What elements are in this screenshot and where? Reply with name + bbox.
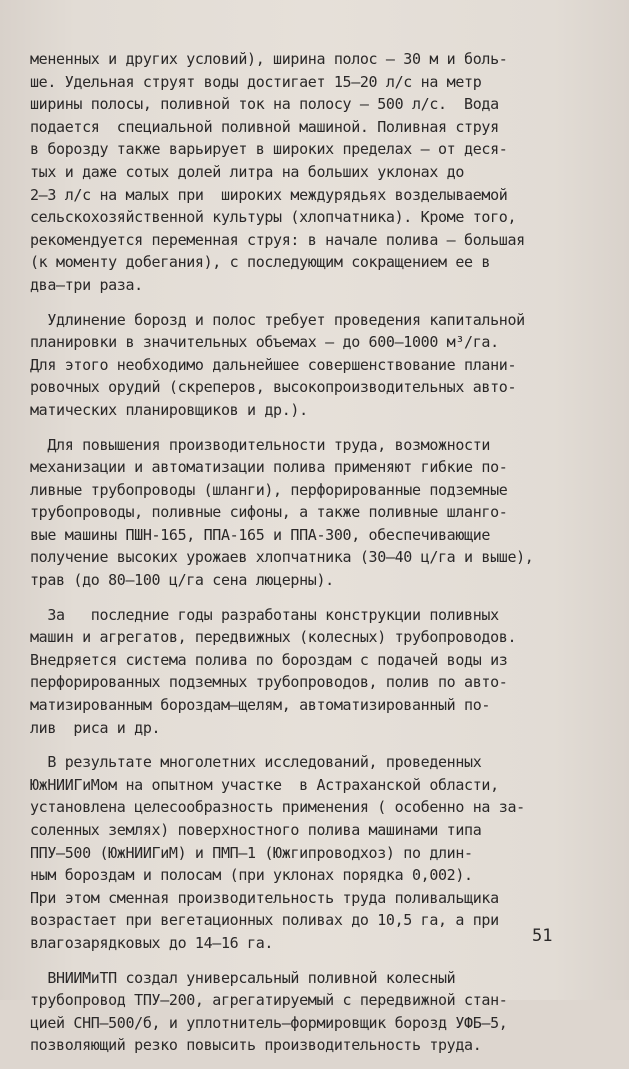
text-line: Для повышения производительности труда, возможности <box>30 435 491 454</box>
text-line: получение высоких урожаев хлопчатника (30–40 ц/га и выше), <box>30 548 534 567</box>
text-line: трубопроводы, поливные сифоны, а также поливные шланго- <box>30 503 508 522</box>
text-line: (к моменту добегания), с последующим сокращением ее в <box>30 253 491 272</box>
text-line: ППУ–500 (ЮжНИИГиМ) и ПМП–1 (Южгипроводхоз) по длин- <box>30 843 473 862</box>
text-line: рекомендуется переменная струя: в начале полива – большая <box>30 230 525 249</box>
paragraph <box>30 309 590 422</box>
text-line: лив риса и др. <box>30 718 161 737</box>
text-line: соленных землях) поверхностного полива машинами типа <box>30 821 482 839</box>
text-line: тых и даже сотых долей литра на больших уклонах до <box>30 162 465 181</box>
text-line: Внедряется система полива по бороздам с подачей воды из <box>30 650 508 669</box>
text-line: матических планировщиков и др.). <box>30 400 308 419</box>
text-line: ным бороздам и полосам (при уклонах порядка 0,002). <box>30 866 473 885</box>
paragraph <box>30 967 590 1057</box>
text-line: машин и агрегатов, передвижных (колесных) трубопроводов. <box>30 628 517 647</box>
text-line: ширины полосы, поливной ток на полосу – 500 л/с. Вода <box>30 95 499 114</box>
paragraph <box>30 604 590 740</box>
text-line: ЮжНИИГиМом на опытном участке в Астраханской области, <box>30 775 499 794</box>
paragraph <box>30 751 590 954</box>
text-line: возрастает при вегетационных поливах до 10,5 га, а при <box>30 911 499 930</box>
text-line: ВНИИМиТП создал универсальный поливной колесный <box>30 968 456 987</box>
text-line: трав (до 80–100 ц/га сена люцерны). <box>30 571 334 590</box>
text-line: подается специальной поливной машиной. Поливная струя <box>30 117 499 136</box>
text-line: 2–3 л/с на малых при широких междурядьях возделываемой <box>30 185 508 204</box>
text-line: матизированным бороздам–щелям, автоматизированный по- <box>30 696 491 715</box>
text-line: цией СНП–500/б, и уплотнитель–формировщик борозд УФБ–5, <box>30 1013 508 1032</box>
text-line: влагозарядковых до 14–16 га. <box>30 933 274 952</box>
text-line: два–три раза. <box>30 275 143 294</box>
text-line: планировки в значительных объемах – до 600–1000 м³/га. <box>30 333 499 352</box>
text-line: ливные трубопроводы (шланги), перфорированные подземные <box>30 480 508 499</box>
text-line: мененных и других условий), ширина полос – 30 м и боль- <box>30 50 508 68</box>
text-line: ше. Удельная струят воды достигает 15–20 л/с на метр <box>30 72 482 91</box>
paragraph <box>30 48 590 297</box>
text-line: трубопровод ТПУ–200, агрегатируемый с передвижной стан- <box>30 991 508 1010</box>
text-line: Для этого необходимо дальнейшее совершенствование плани- <box>30 355 517 374</box>
text-line: установлена целесообразность применения ( особенно на за- <box>30 798 525 817</box>
text-line: перфорированных подземных трубопроводов, полив по авто- <box>30 673 508 692</box>
text-line: механизации и автоматизации полива применяют гибкие по- <box>30 458 508 477</box>
text-line: При этом сменная производительность труда поливальщика <box>30 888 499 907</box>
paragraph <box>30 434 590 592</box>
text-line: ровочных орудий (скреперов, высокопроизводительных авто- <box>30 378 517 397</box>
text-line: вые машины ПШН-165, ППА-165 и ППА-300, обеспечивающие <box>30 525 491 544</box>
text-line: позволяющий резко повысить производительность труда. <box>30 1036 482 1055</box>
page-body <box>30 48 590 1069</box>
text-line: сельскохозяйственной культуры (хлопчатника). Кроме того, <box>30 208 517 227</box>
page-number: 51 <box>532 926 553 946</box>
text-line: В результате многолетних исследований, проведенных <box>30 753 482 772</box>
text-line: Удлинение борозд и полос требует проведения капитальной <box>30 310 525 329</box>
text-line: За последние годы разработаны конструкции поливных <box>30 605 499 624</box>
text-line: в борозду также варьирует в широких пределах – от деся- <box>30 140 508 159</box>
